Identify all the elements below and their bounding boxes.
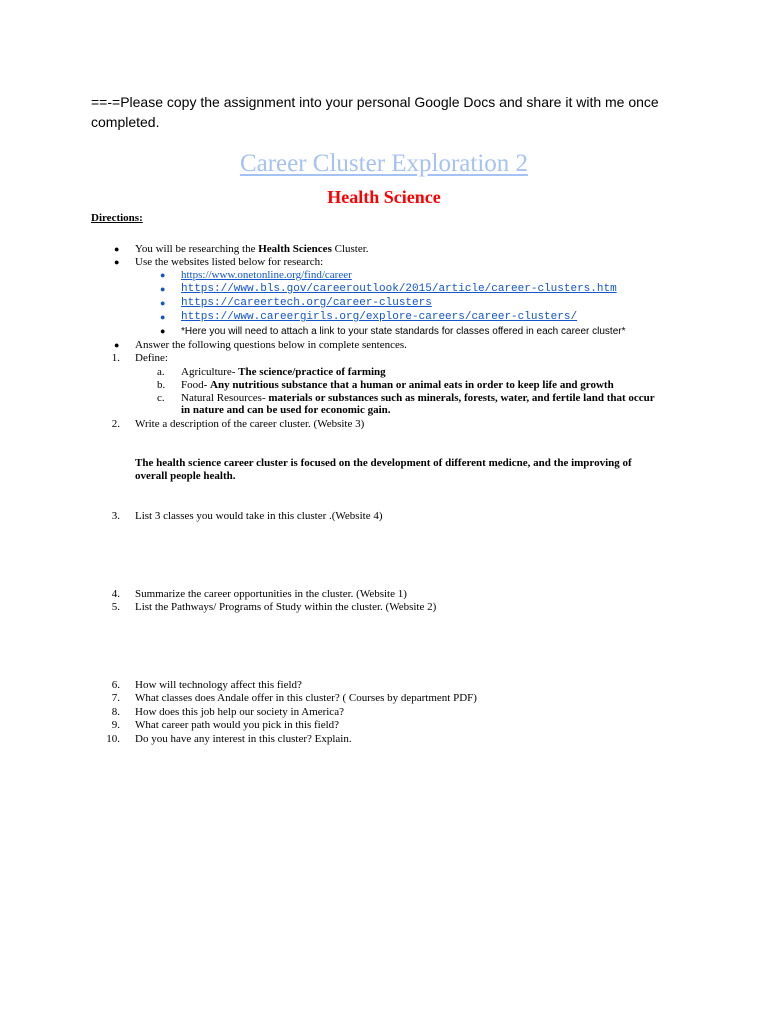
link-item [181,283,617,296]
directions-heading: Directions: [91,212,143,224]
define-answer: Any nutritious substance that a human or animal eats in order to keep life and growth [210,379,614,391]
link-item [181,269,352,282]
answer-text [135,470,236,483]
define-answer: materials or substances such as minerals, forests, water, and fertile land that occur [268,392,655,404]
sub-bullet-icon: ● [160,284,166,294]
question-number: 1. [111,352,120,364]
careergirls-link[interactable]: https://www.careergirls.org/explore-careers/career-clusters/ [181,311,578,323]
document-subtitle: Health Science [327,187,441,207]
bullet-item-cluster [135,243,369,256]
onetonline-link[interactable]: https://www.onetonline.org/find/career [181,269,352,281]
sub-bullet-icon: ● [160,326,166,336]
question-number: 7. [111,692,120,704]
define-marker: c. [157,392,165,404]
answer-line: The health science career cluster is focused on the development of different medicne, and the improving of [135,457,632,469]
bullet-item-answer: Answer the following questions below in complete sentences. [135,339,407,351]
question-number: 4. [111,588,120,600]
question-text: List the Pathways/ Programs of Study within the cluster. (Website 2) [135,601,437,613]
question-text: How will technology affect this field? [135,679,302,691]
question-number: 9. [111,719,120,731]
sub-bullet-icon: ● [160,270,166,280]
document-title[interactable]: Career Cluster Exploration 2 [239,150,529,177]
careertech-link[interactable]: https://careertech.org/career-clusters [181,297,432,309]
bullet-text: You will be researching the [135,243,259,255]
bullet-icon: ● [114,340,120,350]
define-answer: in nature and can be used for economic gain. [181,404,391,416]
question-number: 5. [111,601,120,613]
answer-line: overall people health. [135,470,236,482]
define-term: Natural Resources- [181,392,269,404]
question-number: 8. [111,706,120,718]
question-text: How does this job help our society in America? [135,706,344,718]
answer-text [135,457,632,470]
question-text: What classes does Andale offer in this cluster? ( Courses by department PDF) [135,692,477,704]
question-text: Do you have any interest in this cluster? Explain. [135,733,352,745]
define-term: Agriculture- [181,366,239,378]
define-answer-continued [181,404,391,417]
define-answer: The science/practice of farming [238,366,386,378]
question-number: 2. [111,418,120,430]
define-term: Food- [181,379,211,391]
bullet-bold-text: Health Sciences [258,243,332,255]
bullet-item-websites: Use the websites listed below for research: [135,256,324,268]
bullet-text: Cluster. [331,243,369,255]
bls-link[interactable]: https://www.bls.gov/careeroutlook/2015/article/career-clusters.htm [181,283,617,295]
define-marker: a. [157,366,165,378]
question-text: What career path would you pick in this field? [135,719,340,731]
define-marker: b. [157,379,166,391]
bullet-icon: ● [114,244,120,254]
define-item-food [181,379,614,392]
define-item-agriculture [181,366,386,379]
question-text: Write a description of the career cluster. (Website 3) [135,418,365,430]
intro-text: ==-=Please copy the assignment into your personal Google Docs and share it with me once completed. [91,94,659,130]
question-text: Summarize the career opportunities in the cluster. (Website 1) [135,588,407,600]
bullet-icon: ● [114,257,120,267]
question-text: Define: [135,352,168,364]
sub-bullet-icon: ● [160,312,166,322]
link-item [181,311,577,324]
link-item [181,297,432,310]
question-number: 3. [111,510,120,522]
question-text: List 3 classes you would take in this cluster .(Website 4) [135,510,383,522]
question-number: 10. [106,733,120,745]
link-note: *Here you will need to attach a link to your state standards for classes offered in each career cluster* [181,326,626,337]
question-number: 6. [111,679,120,691]
sub-bullet-icon: ● [160,298,166,308]
